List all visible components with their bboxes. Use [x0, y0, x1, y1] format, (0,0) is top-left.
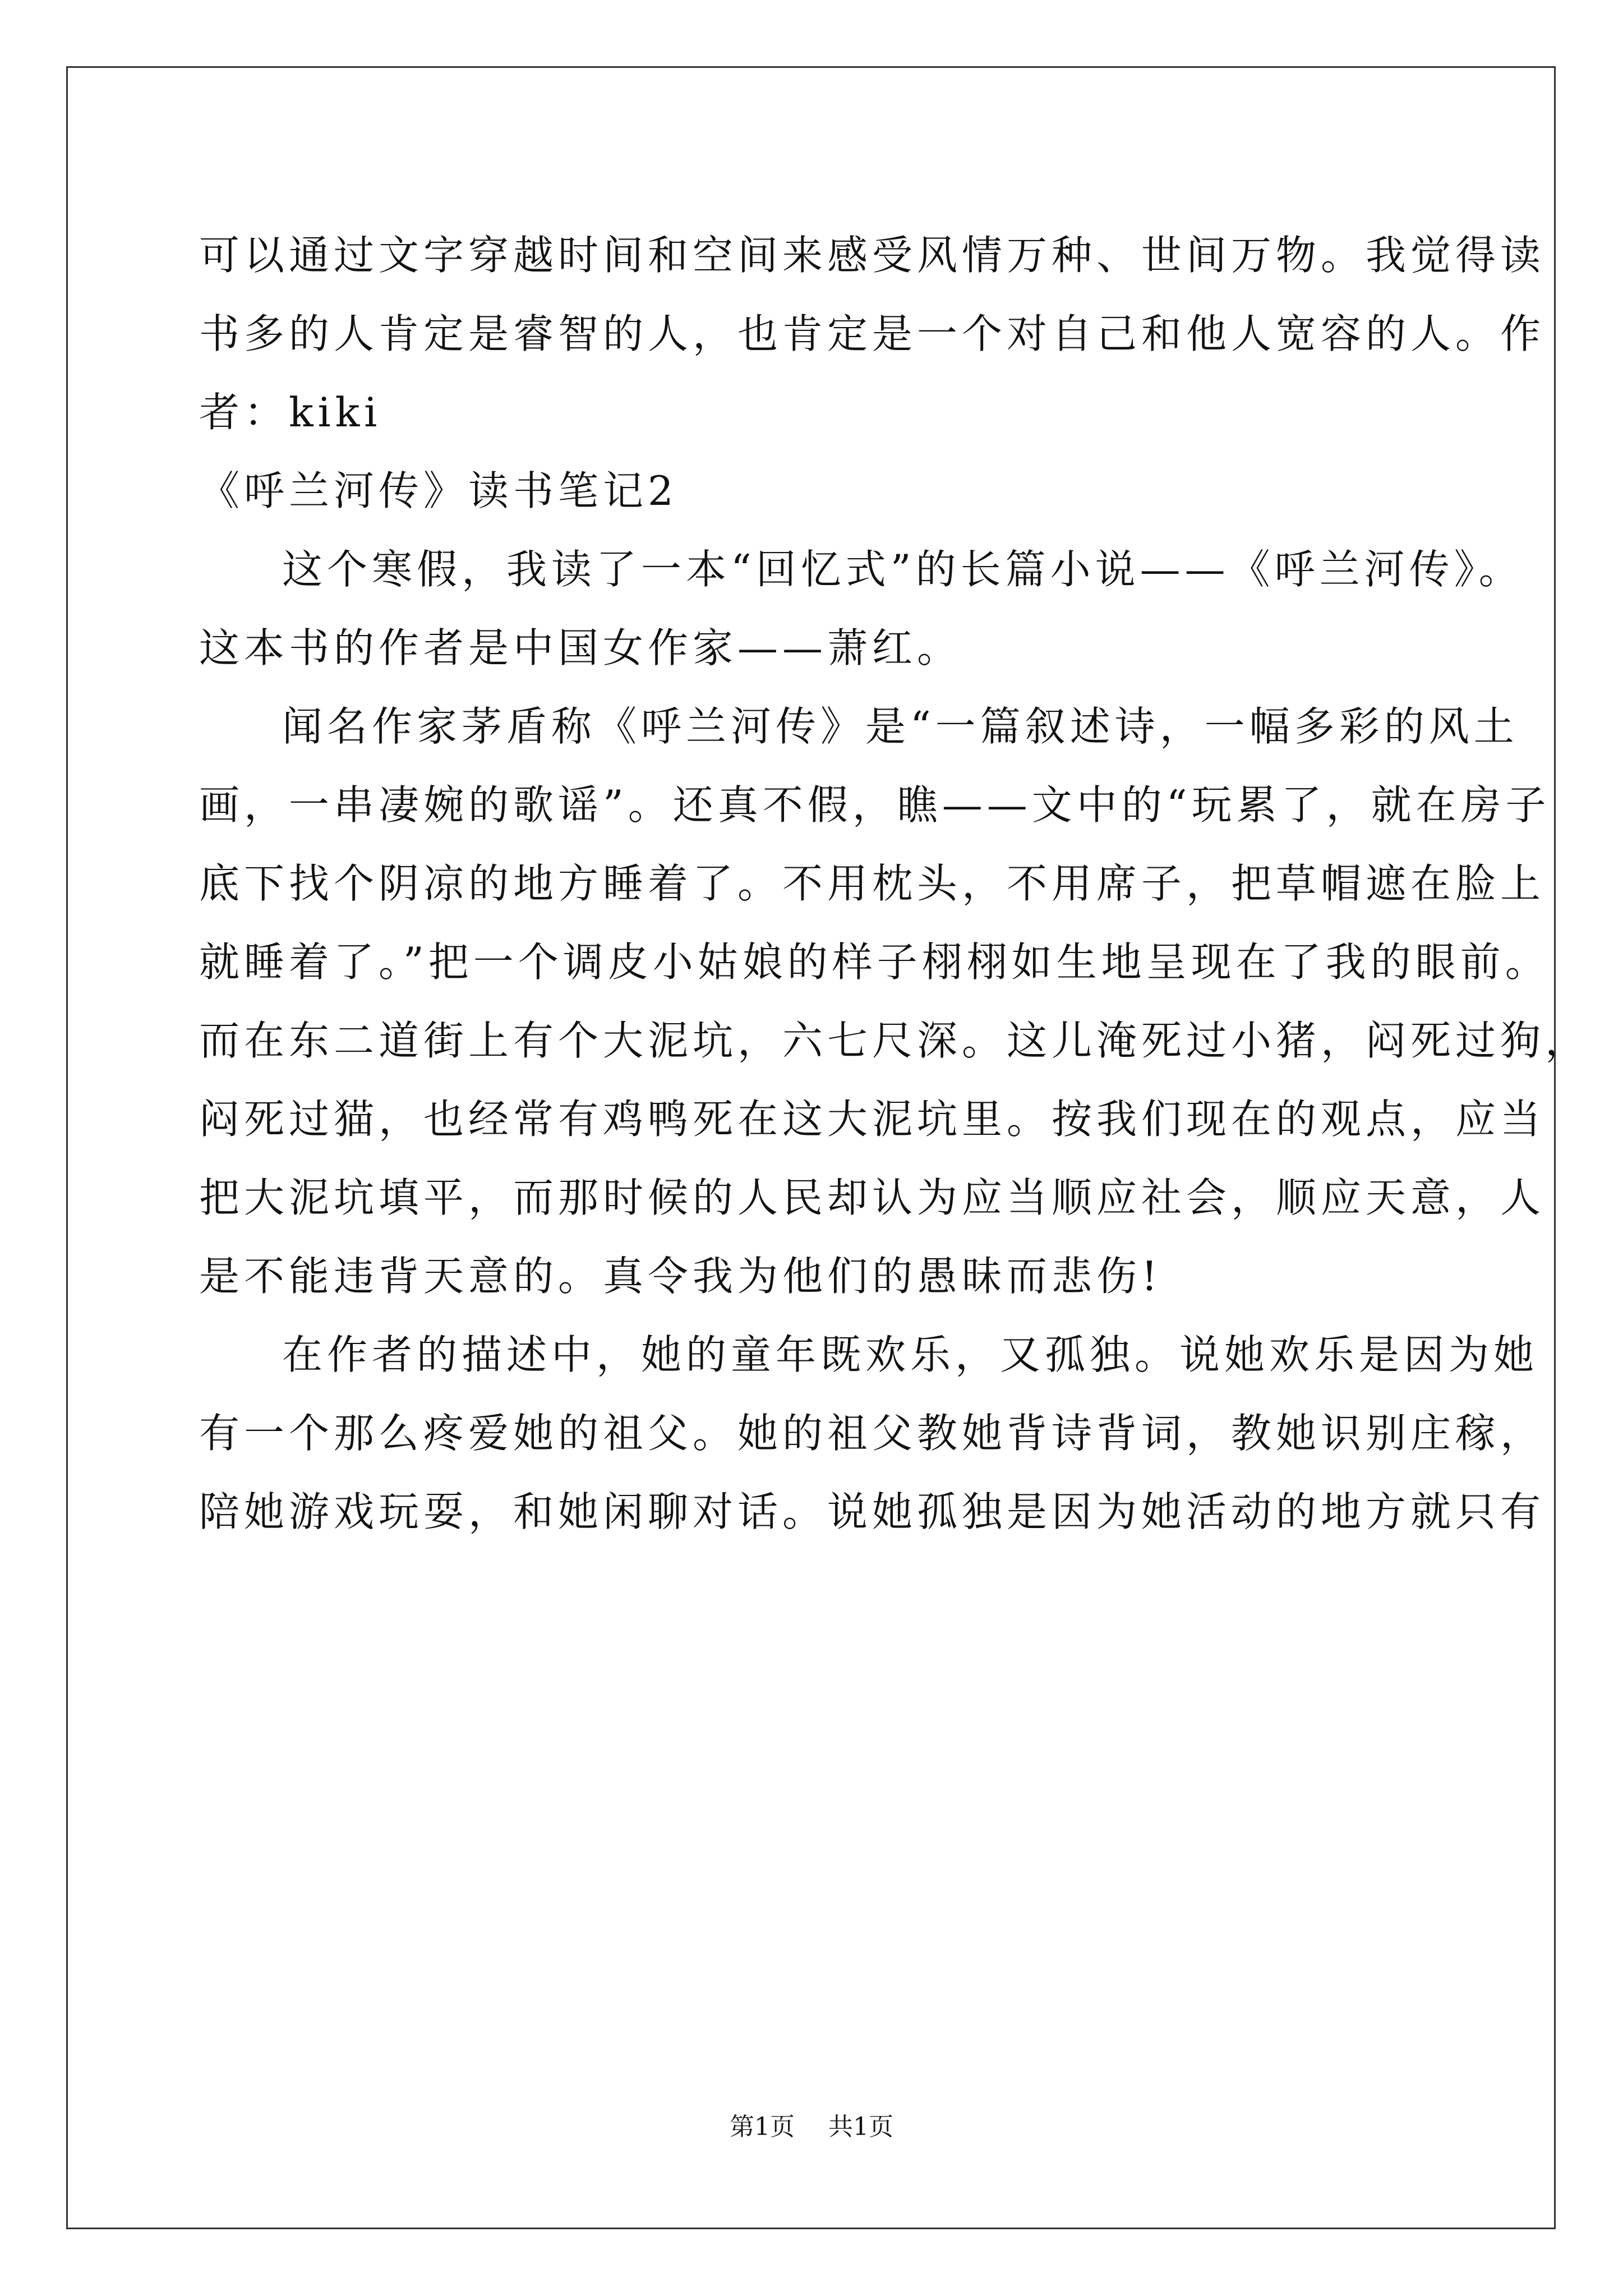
paragraph-start: 在作者的描述中，她的童年既欢乐，又孤独。说她欢乐是因为她	[282, 1331, 1539, 1378]
text-line: 这本书的作者是中国女作家——萧红。	[199, 624, 962, 671]
paragraph-start: 闻名作家茅盾称《呼兰河传》是“一篇叙述诗，一幅多彩的风土	[282, 703, 1519, 750]
text-line: 就睡着了。”把一个调皮小姑娘的样子栩栩如生地呈现在了我的眼前。	[199, 938, 1550, 986]
text-line: 陪她游戏玩耍，和她闲聊对话。说她孤独是因为她活动的地方就只有	[199, 1488, 1546, 1535]
text-line: 画，一串凄婉的歌谣”。还真不假，瞧——文中的“玩累了，就在房子	[199, 781, 1551, 829]
text-line: 把大泥坑填平，而那时候的人民却认为应当顺应社会，顺应天意，人	[199, 1174, 1546, 1221]
section-heading: 《呼兰河传》读书笔记2	[199, 467, 678, 514]
text-line: 而在东二道街上有个大泥坑，六七尺深。这儿淹死过小猪，闷死过狗，	[199, 1017, 1590, 1064]
text-line: 有一个那么疼爱她的祖父。她的祖父教她背诗背词，教她识别庄稼，	[199, 1410, 1546, 1457]
text-line: 闷死过猫，也经常有鸡鸭死在这大泥坑里。按我们现在的观点，应当	[199, 1096, 1546, 1143]
text-line: 可以通过文字穿越时间和空间来感受风情万种、世间万物。我觉得读	[199, 232, 1546, 279]
page-number: 第1页	[730, 2113, 795, 2141]
page-total: 共1页	[828, 2113, 893, 2141]
text-line: 者：kiki	[199, 389, 382, 436]
paragraph-start: 这个寒假，我读了一本“回忆式”的长篇小说——《呼兰河传》。	[282, 546, 1524, 593]
text-line: 书多的人肯定是睿智的人，也肯定是一个对自己和他人宽容的人。作	[199, 310, 1546, 357]
text-line: 底下找个阴凉的地方睡着了。不用枕头，不用席子，把草帽遮在脸上	[199, 860, 1546, 907]
page-footer	[0, 2106, 1623, 2142]
text-line: 是不能违背天意的。真令我为他们的愚昧而悲伤!	[199, 1253, 1162, 1300]
